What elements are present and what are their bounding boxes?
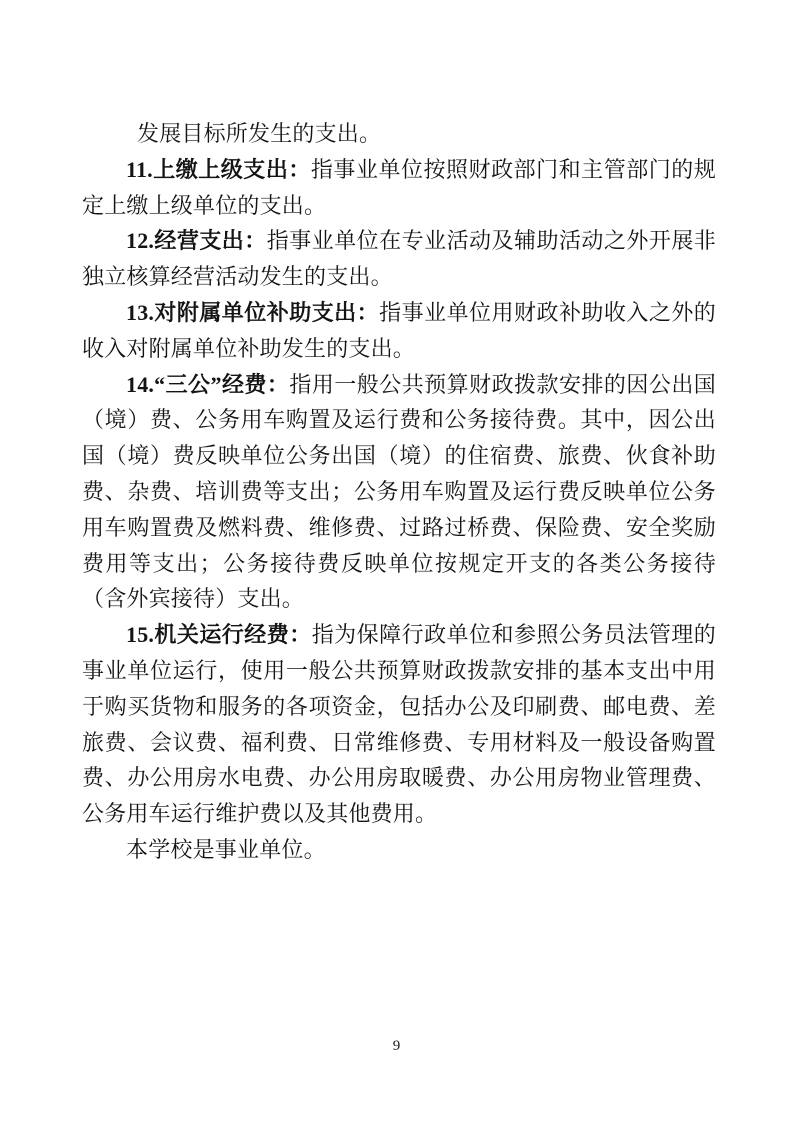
definition-item-13 (82, 295, 716, 367)
term-label-13: 13.对附属单位补助支出： (126, 299, 380, 325)
paragraph-text: 发展目标所发生的支出。 (137, 121, 382, 146)
document-body (82, 116, 716, 868)
definition-item-12 (82, 223, 716, 295)
term-definition-12: 指事业单位在专业活动及辅助活动之外开展非独立核算经营活动发生的支出。 (82, 228, 716, 290)
definition-item-11 (82, 152, 716, 224)
definition-item-14 (82, 367, 716, 618)
page-number: 9 (392, 1038, 401, 1054)
term-definition-11: 指事业单位按照财政部门和主管部门的规定上缴上级单位的支出。 (82, 156, 716, 218)
term-label-15: 15.机关运行经费： (126, 622, 312, 648)
definition-item-15 (82, 617, 716, 832)
term-label-14: 14.“三公”经费： (126, 371, 290, 397)
term-definition-15: 指为保障行政单位和参照公务员法管理的事业单位运行，使用一般公共预算财政拨款安排的基本支出中用于购买货物和服务的各项资金，包括办公及印刷费、邮电费、差旅费、会议费、福利费、日常维修费、专用材料及一般设备购置费、办公用房水电费、办公用房取暖费、办公用房物业管理费、公务用车运行维护费以及其他费用。 (82, 622, 716, 827)
paragraph-continuation (82, 116, 716, 152)
term-label-11: 11.上缴上级支出： (126, 156, 311, 182)
term-label-12: 12.经营支出： (126, 228, 267, 254)
term-definition-13: 指事业单位用财政补助收入之外的收入对附属单位补助发生的支出。 (82, 299, 716, 361)
closing-note-paragraph (82, 832, 716, 868)
closing-note-text: 本学校是事业单位。 (126, 836, 326, 862)
term-definition-14: 指用一般公共预算财政拨款安排的因公出国（境）费、公务用车购置及运行费和公务接待费。其中，因公出国（境）费反映单位公务出国（境）的住宿费、旅费、伙食补助费、杂费、培训费等支出；公务用车购置及运行费反映单位公务用车购置费及燃料费、维修费、过路过桥费、保险费、安全奖励费用等支出；公务接待费反映单位按规定开支的各类公务接待（含外宾接待）支出。 (82, 371, 716, 612)
